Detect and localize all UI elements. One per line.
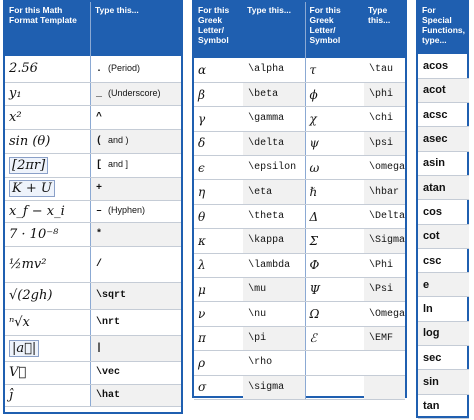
math-type-note: and ) [108,135,129,145]
greek-type-value: \lambda [248,259,291,271]
function-row [418,200,469,224]
math-type-header: Type this... [95,5,139,15]
function-name: asin [423,157,446,170]
math-row [5,361,181,384]
math-template: 7 · 10⁻⁸ [9,226,59,242]
math-type-note: and ] [108,159,129,169]
math-row [5,177,181,200]
greek-type-value: \nu [248,308,267,320]
math-type-note: (Underscore) [108,87,161,98]
math-template: |a⃗| [9,340,39,357]
math-type-value: _ [96,88,103,100]
math-row [5,384,181,406]
math-template: V⃗ [9,365,27,380]
greek-type-header-left: Type this... [243,2,305,58]
greek-symbol: α [198,62,207,77]
greek-type-value: \kappa [248,235,285,247]
greek-symbol: λ [198,258,206,273]
function-name: e [423,278,430,291]
function-name: tan [423,400,440,413]
greek-type-value: \epsilon [248,162,297,174]
function-name: csc [423,254,442,267]
math-template: ⁿ√x [9,314,30,330]
greek-symbol: μ [198,282,206,297]
function-row [418,151,469,175]
greek-symbol: ω [309,160,320,175]
function-row [418,54,469,78]
greek-type-value: \omega [368,162,405,174]
greek-symbol: η [198,185,206,200]
special-functions-panel [416,0,469,418]
math-template: x_f − x_i [9,203,65,219]
greek-symbol: ϕ [309,87,318,102]
greek-type-value: \pi [248,332,267,344]
math-template: 2.56 [9,61,38,77]
function-name: cot [423,230,440,243]
math-row [5,246,181,282]
math-row [5,309,181,335]
greek-row [194,58,405,82]
greek-row [194,351,405,375]
greek-type-value: \Sigma [368,235,405,247]
greek-type-value: \tau [368,64,393,76]
function-row [418,103,469,127]
math-row [5,82,181,105]
math-format-panel [3,0,183,414]
function-row [418,321,469,345]
greek-type-value: \theta [248,211,285,223]
function-row [418,224,469,248]
greek-symbol: Φ [309,258,320,273]
greek-type-value: \alpha [248,64,285,76]
greek-row [194,204,405,228]
math-template: y₁ [9,86,22,101]
greek-symbol: ℏ [309,185,318,200]
greek-type-value: \sigma [248,381,285,393]
function-row [418,297,469,321]
greek-symbol: σ [198,380,207,395]
function-row [418,175,469,199]
greek-symbol: θ [198,209,206,224]
math-type-value: [ [96,160,103,171]
math-template: sin (θ) [9,133,51,149]
greek-row [194,375,405,399]
math-row [5,129,181,153]
math-type-value: – [96,206,103,217]
greek-type-value: \eta [248,186,273,198]
greek-type-value: \psi [368,137,393,149]
greek-type-header-right: Type this... [367,5,391,25]
math-row [5,335,181,361]
math-type-value: . [96,63,103,75]
greek-type-value: \rho [248,357,273,369]
greek-type-value: \gamma [248,113,285,125]
math-row [5,105,181,129]
function-row [418,78,469,102]
math-template: x² [9,109,22,125]
function-row [418,127,469,151]
greek-type-value: \chi [368,113,393,125]
greek-symbol: Ω [309,307,320,322]
greek-row [194,82,405,106]
greek-type-value: \Phi [368,259,393,271]
function-name: acot [423,84,446,97]
math-template-header: For this Math Format Template [5,2,91,56]
greek-symbol: ψ [309,136,319,151]
greek-type-value: \phi [368,89,393,101]
function-name: acsc [423,108,448,121]
function-row [418,273,469,297]
math-template: K + U [9,180,55,197]
math-template: √(2gh) [9,288,53,303]
math-type-value: \nrt [96,316,121,328]
math-row [5,56,181,82]
function-name: log [423,327,440,340]
greek-symbol: Ψ [309,282,321,297]
greek-row [194,326,405,350]
greek-symbol-header-right: For this Greek Letter/ Symbol [309,5,341,45]
greek-symbol: γ [198,111,206,126]
math-template: ½mv² [9,256,47,272]
math-type-value: \sqrt [96,290,127,301]
greek-symbol: ϵ [198,160,205,175]
greek-symbol: Σ [309,233,318,248]
greek-type-value: \Psi [368,284,393,296]
greek-row [194,156,405,180]
math-template: [2πr] [9,157,48,174]
greek-type-value: \EMF [368,332,393,344]
math-type-value: \vec [96,367,121,378]
math-type-value: | [96,342,103,354]
function-row [418,370,469,394]
greek-row [194,302,405,326]
math-type-note: (Period) [108,62,141,73]
greek-symbol: ν [198,307,206,322]
greek-row [194,107,405,131]
functions-header: For Special Functions, type... [422,5,465,45]
greek-row [194,253,405,277]
greek-type-value: \beta [248,89,279,101]
greek-symbol: ρ [198,355,206,370]
function-name: sin [423,376,439,388]
math-type-note: (Hyphen) [108,205,146,215]
greek-symbol: β [198,87,205,102]
function-name: sec [423,351,442,364]
greek-row [194,229,405,253]
math-row [5,222,181,246]
greek-type-value: \delta [248,137,285,149]
greek-symbol: κ [198,233,206,248]
math-type-value: ( [96,136,103,147]
math-row [5,153,181,177]
math-template: ĵ [9,387,14,403]
function-name: cos [423,205,442,218]
greek-symbol: Δ [309,209,319,224]
greek-symbol: π [198,331,206,346]
greek-row [194,278,405,302]
greek-type-value: \Delta [368,211,405,223]
function-name: atan [423,181,446,194]
greek-letter-panel [192,0,407,398]
greek-type-value: \hbar [368,186,399,198]
function-name: asec [423,133,448,146]
math-row [5,200,181,222]
function-row [418,248,469,272]
math-type-value: / [96,258,103,270]
greek-symbol-header-left: For this Greek Letter/ Symbol [198,5,230,45]
math-type-value: + [96,183,103,194]
greek-type-value: \mu [248,284,267,296]
function-row [418,394,469,418]
math-type-value: \hat [96,389,121,401]
math-type-value: * [96,228,103,240]
greek-symbol: ℰ [309,331,317,346]
greek-row [194,180,405,204]
greek-symbol: δ [198,136,206,151]
greek-type-value: \Omega [368,308,405,320]
function-name: ln [423,303,433,316]
greek-symbol: χ [309,111,317,126]
math-type-value: ^ [96,111,103,123]
function-row [418,346,469,370]
function-name: acos [423,59,449,72]
math-row [5,282,181,309]
greek-row [194,131,405,155]
greek-symbol: τ [309,62,317,77]
